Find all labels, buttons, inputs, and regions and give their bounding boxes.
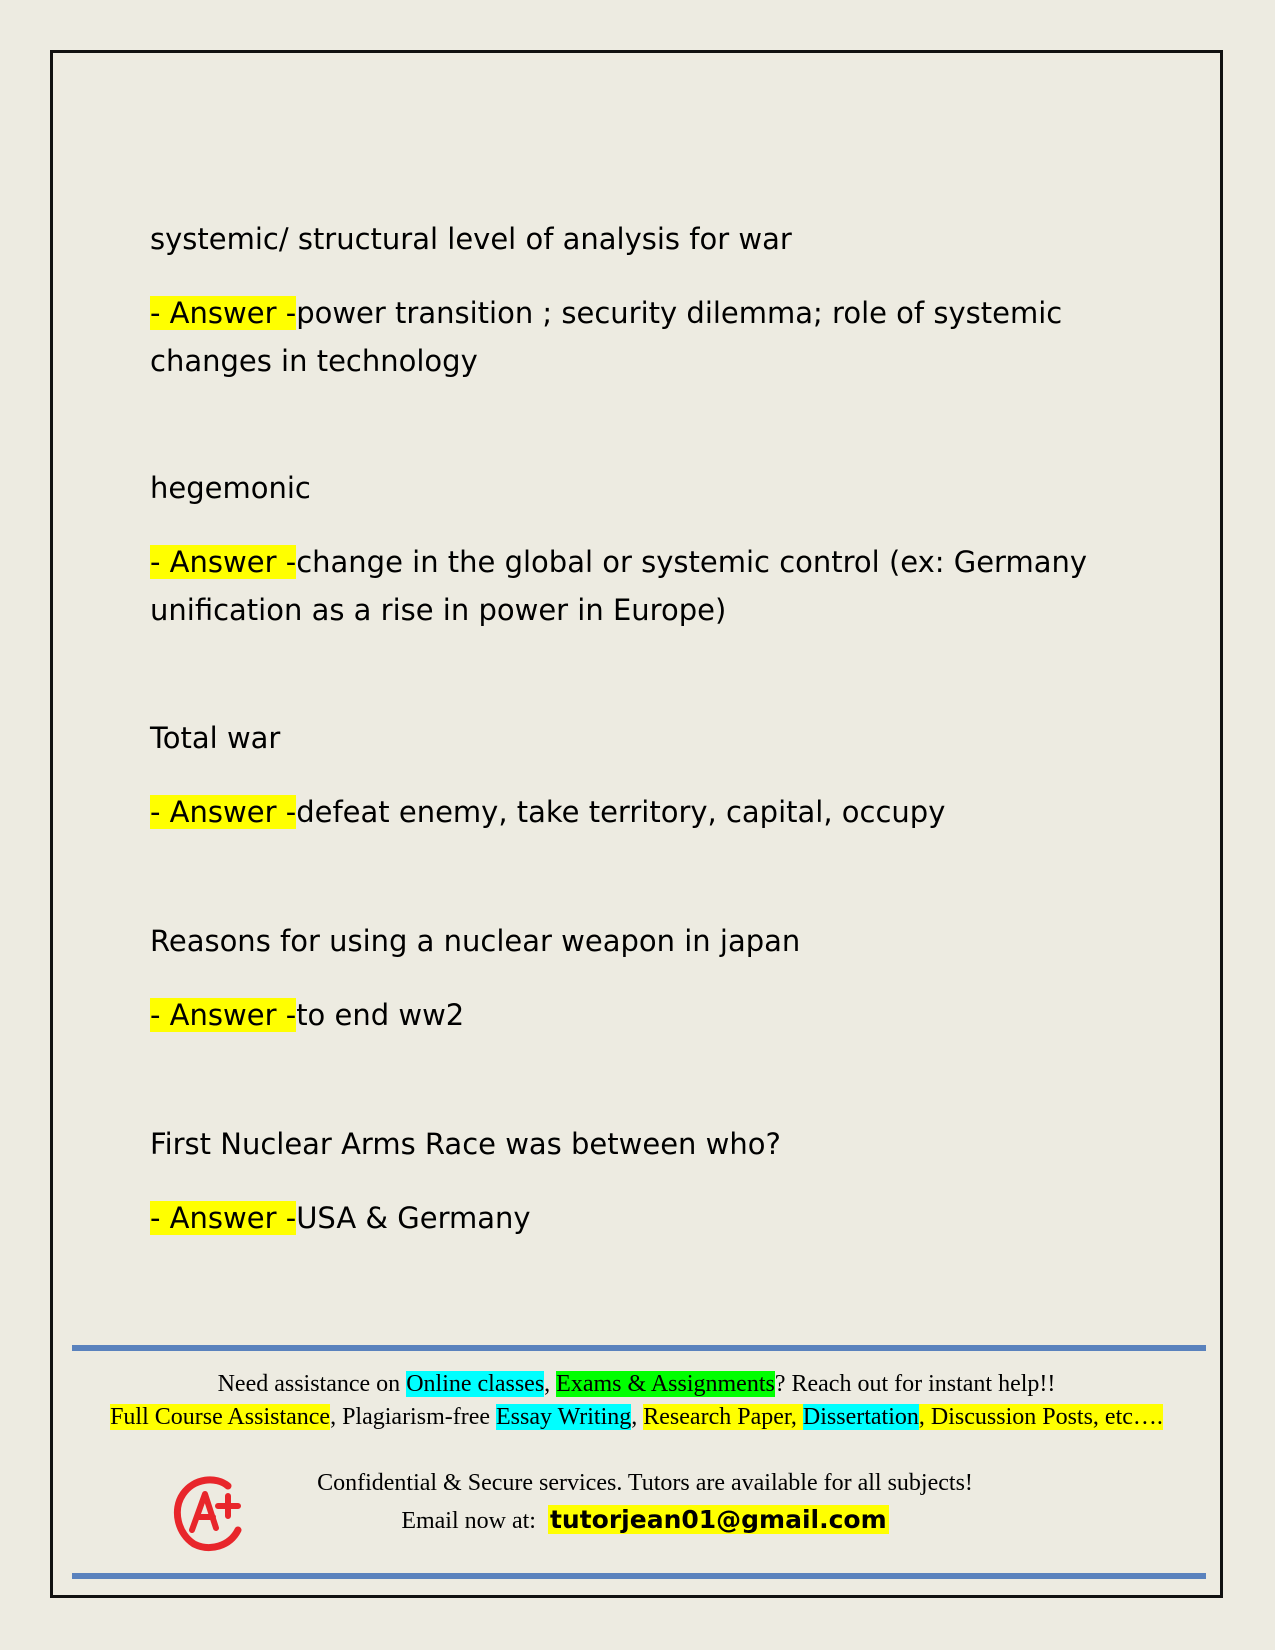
answer-body: USA & Germany bbox=[296, 1201, 531, 1235]
answer-tag: - Answer - bbox=[150, 296, 297, 330]
email-link[interactable]: tutorjean01@gmail.com bbox=[549, 1505, 887, 1534]
a-plus-icon bbox=[172, 1472, 248, 1552]
question-text: hegemonic bbox=[150, 471, 311, 505]
a-plus-logo bbox=[172, 1472, 248, 1552]
footer-text: , bbox=[544, 1371, 557, 1397]
footer-text: , bbox=[631, 1404, 644, 1430]
answer-text bbox=[150, 788, 1130, 836]
online-classes-label: Online classes bbox=[406, 1371, 545, 1397]
answer-body: power transition ; security dilemma; role of systemic changes in technology bbox=[150, 296, 1063, 378]
answer-body: change in the global or systemic control (ex: Germany unification as a rise in power in Europe) bbox=[150, 545, 1088, 627]
qa-item bbox=[150, 1126, 1130, 1242]
footer-text: Email now at: bbox=[401, 1508, 548, 1534]
qa-item bbox=[150, 923, 1130, 1039]
answer-body: to end ww2 bbox=[296, 998, 465, 1032]
footer-line-4 bbox=[300, 1505, 990, 1536]
qa-item bbox=[150, 720, 1130, 836]
dissertation-label: Dissertation bbox=[802, 1404, 919, 1430]
qa-item bbox=[150, 221, 1130, 385]
research-paper-label: Research Paper, bbox=[643, 1404, 803, 1430]
footer-text: ? Reach out for instant help!! bbox=[774, 1371, 1056, 1397]
footer-top-rule bbox=[72, 1345, 1206, 1351]
question-text: systemic/ structural level of analysis for war bbox=[150, 222, 792, 256]
question-text: First Nuclear Arms Race was between who? bbox=[150, 1127, 781, 1161]
footer-bottom-rule bbox=[72, 1573, 1206, 1579]
answer-text bbox=[150, 538, 1130, 634]
footer-text: Need assistance on bbox=[217, 1371, 407, 1397]
answer-tag: - Answer - bbox=[150, 998, 297, 1032]
answer-tag: - Answer - bbox=[150, 795, 297, 829]
answer-tag: - Answer - bbox=[150, 1201, 297, 1235]
footer-line-2 bbox=[50, 1402, 1223, 1432]
full-course-label: Full Course Assistance bbox=[110, 1404, 331, 1430]
footer-line-3: Confidential & Secure services. Tutors are available for all subjects! bbox=[317, 1470, 973, 1496]
answer-text bbox=[150, 991, 1130, 1039]
discussion-posts-label: , Discussion Posts, etc…. bbox=[918, 1404, 1163, 1430]
essay-writing-label: Essay Writing bbox=[496, 1404, 632, 1430]
answer-text bbox=[150, 1194, 1130, 1242]
answer-tag: - Answer - bbox=[150, 545, 297, 579]
qa-item bbox=[150, 470, 1130, 634]
footer-line-1 bbox=[50, 1369, 1223, 1399]
exams-label: Exams & Assignments bbox=[556, 1371, 775, 1397]
answer-text bbox=[150, 289, 1130, 385]
question-text: Total war bbox=[150, 721, 281, 755]
footer-text: , Plagiarism-free bbox=[330, 1404, 497, 1430]
answer-body: defeat enemy, take territory, capital, occupy bbox=[296, 795, 946, 829]
question-text: Reasons for using a nuclear weapon in japan bbox=[150, 924, 801, 958]
